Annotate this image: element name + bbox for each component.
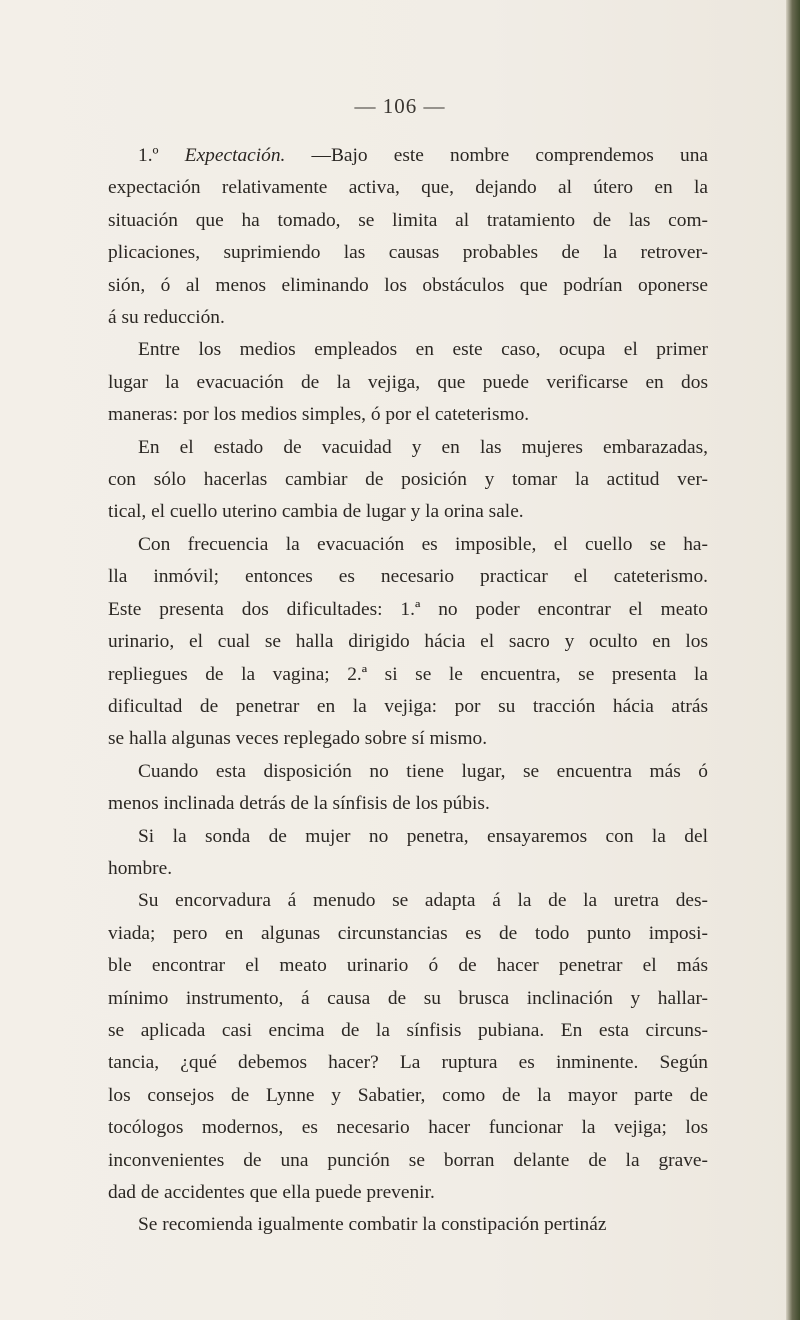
text-line: Cuando esta disposición no tiene lugar, se encuentra más ó (138, 760, 708, 782)
text-line: Este presenta dos dificultades: 1.ª no poder encontrar el meato (108, 598, 708, 620)
text-line: con sólo hacerlas cambiar de posición y tomar la actitud ver- (108, 469, 708, 491)
text-line: menos inclinada detrás de la sínfisis de los púbis. (108, 793, 490, 815)
section-title: Expectación. (184, 145, 312, 166)
text-line: dificultad de penetrar en la vejiga: por su tracción hácia atrás (108, 695, 708, 717)
text-line: ble encontrar el meato urinario ó de hacer penetrar el más (108, 955, 708, 977)
text-line: maneras: por los medios simples, ó por el cateterismo. (108, 404, 530, 426)
text-line: tancia, ¿qué debemos hacer? La ruptura es inminente. Según (108, 1052, 708, 1074)
page-edge (786, 0, 800, 1320)
text-line: plicaciones, suprimiendo las causas probables de la retrover- (108, 242, 708, 264)
text-line: inconvenientes de una punción se borran delante de la grave- (108, 1149, 708, 1171)
text-line: se aplicada casi encima de la sínfisis pubiana. En esta circuns- (108, 1019, 708, 1041)
text-line: lugar la evacuación de la vejiga, que puede verificarse en dos (108, 371, 708, 393)
body-text (108, 140, 708, 1242)
text-line: sión, ó al menos eliminando los obstáculos que podrían oponerse (108, 274, 708, 296)
text-line: En el estado de vacuidad y en las mujeres embarazadas, (138, 436, 708, 458)
text-line: Se recomienda igualmente combatir la constipación pertináz (138, 1214, 607, 1236)
text-line (108, 140, 708, 172)
text-line: situación que ha tomado, se limita al tratamiento de las com- (108, 209, 708, 231)
text-line: viada; pero en algunas circunstancias es de todo punto imposi- (108, 922, 708, 944)
text-line: lla inmóvil; entonces es necesario practicar el cateterismo. (108, 566, 708, 588)
text-line: tical, el cuello uterino cambia de lugar y la orina sale. (108, 501, 524, 523)
text-line: Entre los medios empleados en este caso, ocupa el primer (138, 339, 708, 361)
text-line: expectación relativamente activa, que, dejando al útero en la (108, 177, 708, 199)
section-number: 1.º (138, 145, 185, 166)
text-line: Si la sonda de mujer no penetra, ensayaremos con la del (138, 825, 708, 847)
page-number: — 106 — (354, 94, 446, 118)
text-line: repliegues de la vagina; 2.ª si se le encuentra, se presenta la (108, 663, 708, 685)
text-line: Su encorvadura á menudo se adapta á la de la uretra des- (138, 890, 708, 912)
text-line: urinario, el cual se halla dirigido hácia el sacro y oculto en los (108, 631, 708, 653)
text-line: á su reducción. (108, 307, 225, 329)
text-line: los consejos de Lynne y Sabatier, como de la mayor parte de (108, 1084, 708, 1106)
text-line: dad de accidentes que ella puede prevenir. (108, 1182, 435, 1203)
text-line: se halla algunas veces replegado sobre sí mismo. (108, 728, 488, 750)
text-line: hombre. (108, 857, 173, 879)
text-line: Con frecuencia la evacuación es imposible, el cuello se ha- (138, 533, 708, 555)
text-line: mínimo instrumento, á causa de su brusca inclinación y hallar- (108, 987, 708, 1009)
text-line: tocólogos modernos, es necesario hacer funcionar la vejiga; los (108, 1117, 708, 1139)
line-text: —Bajo este nombre comprendemos una (311, 145, 708, 166)
